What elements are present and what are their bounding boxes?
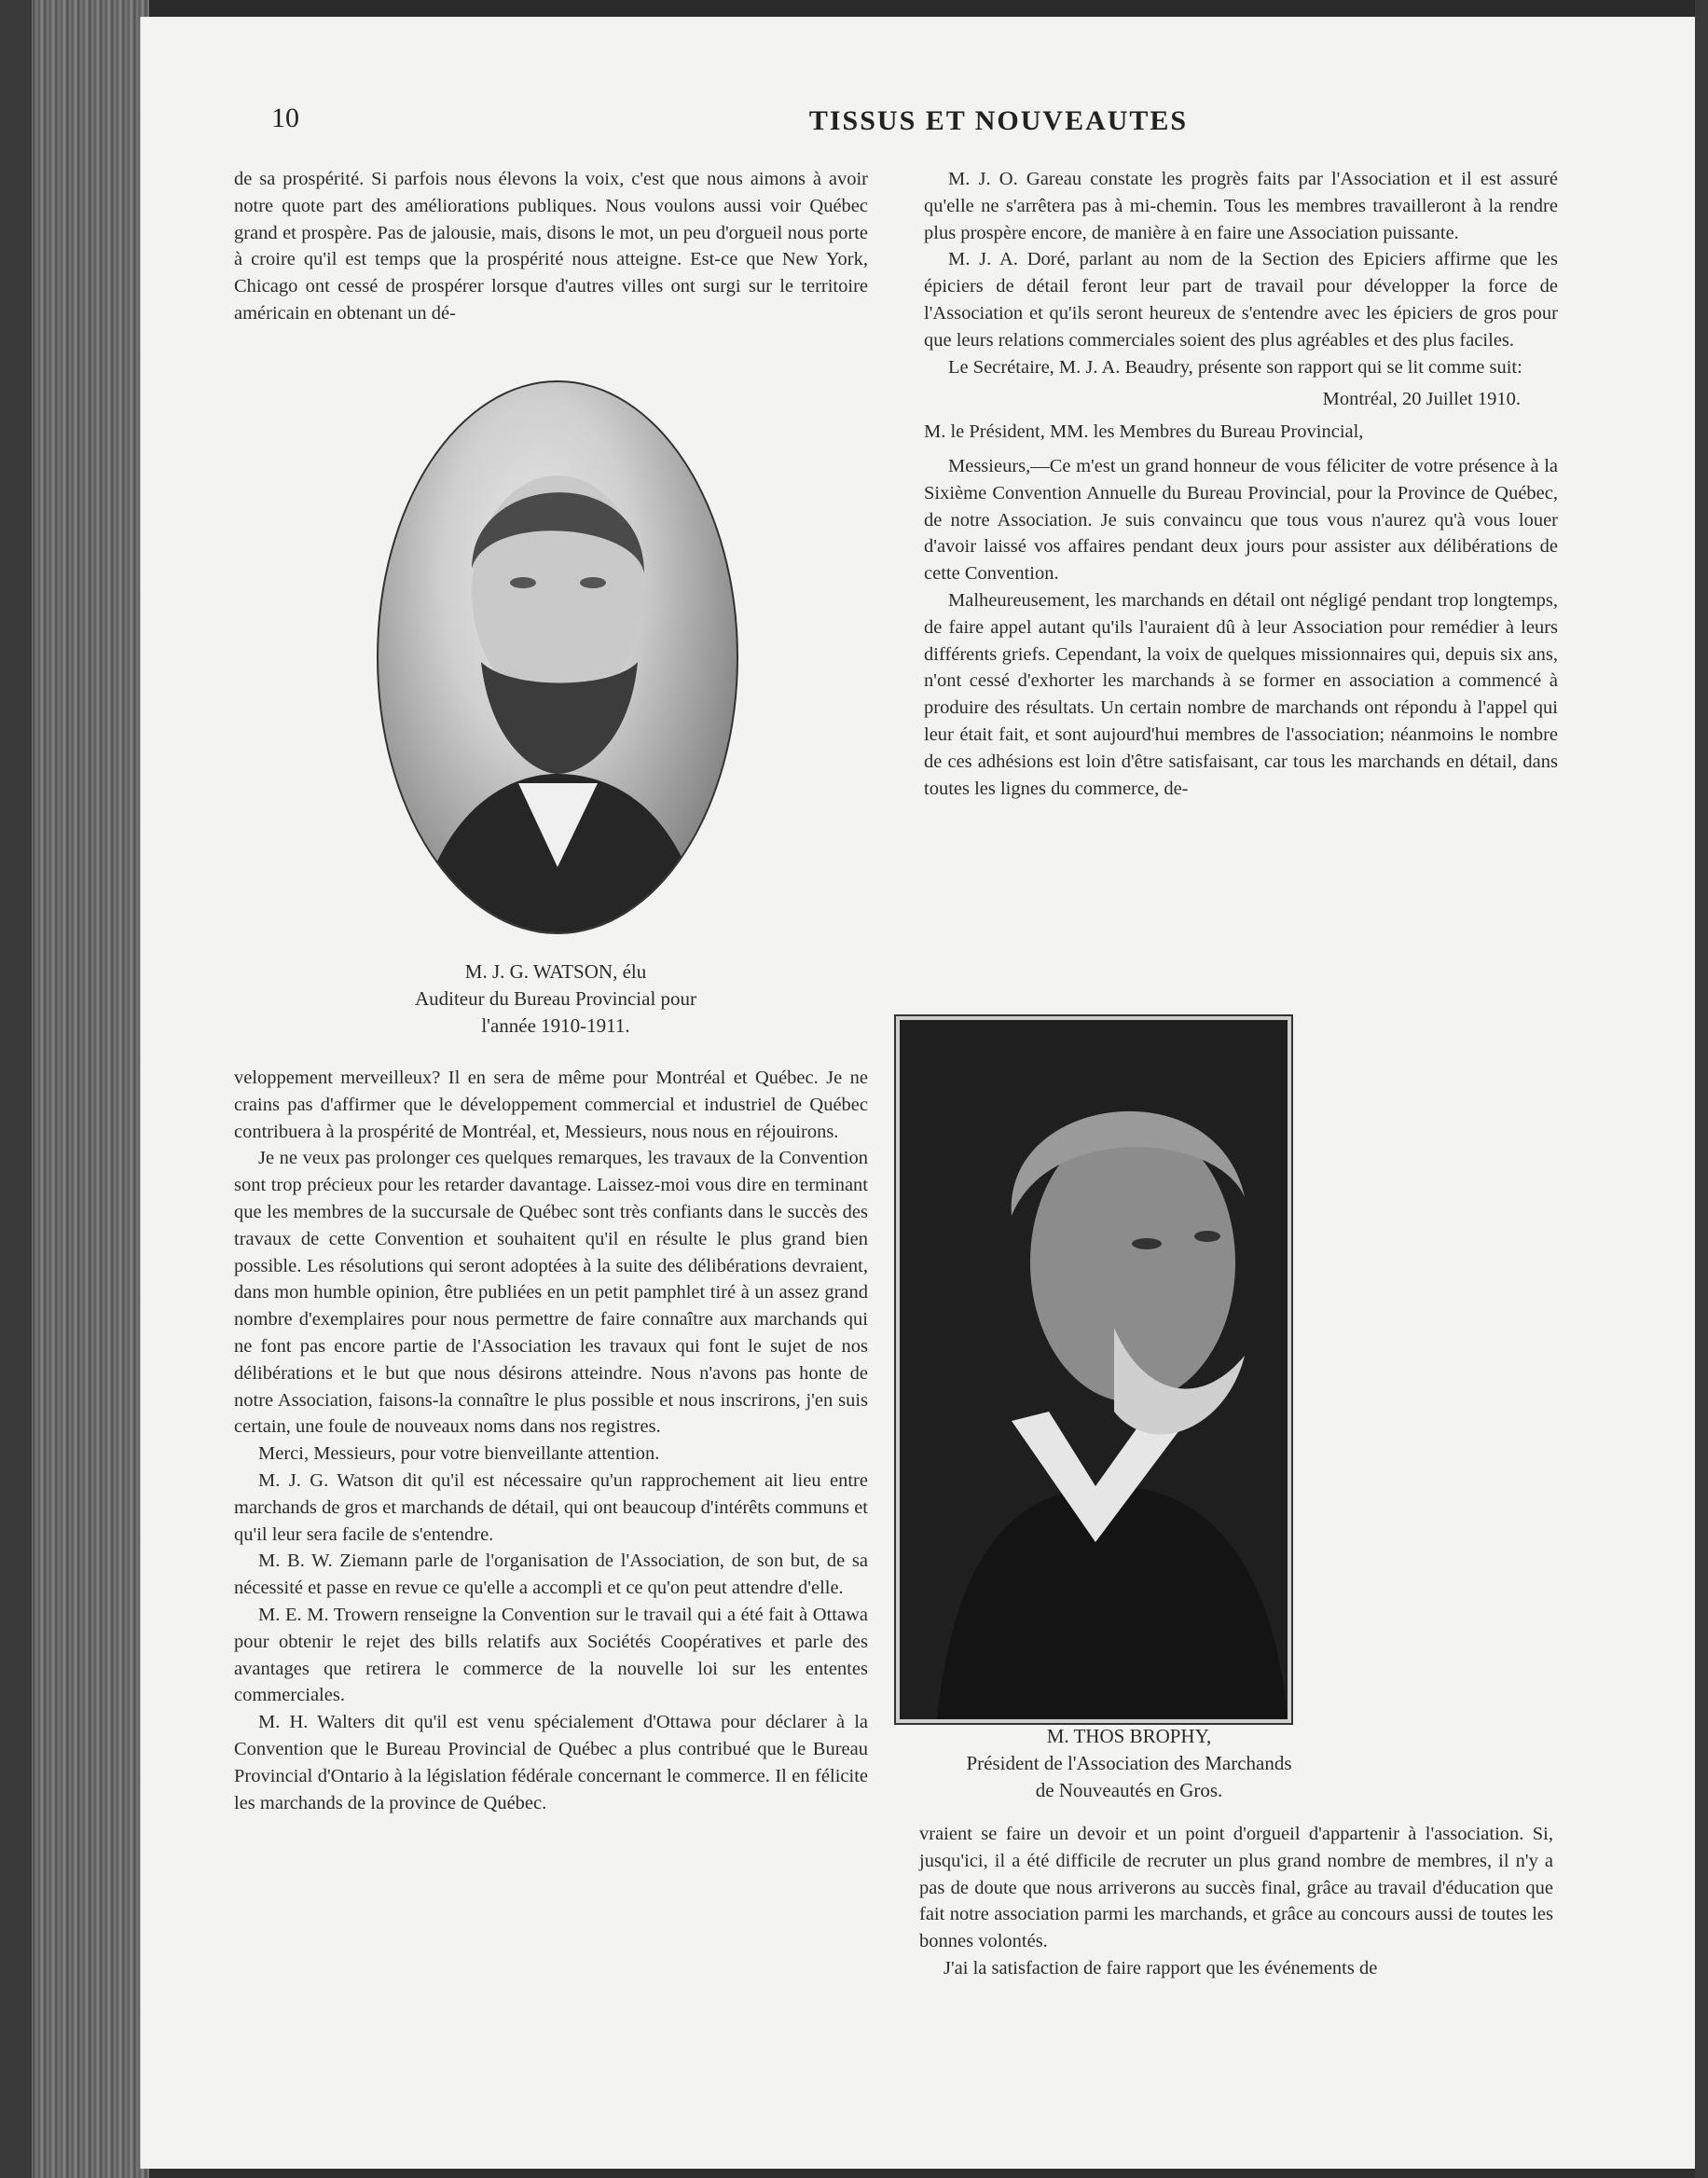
paragraph: M. E. M. Trowern renseigne la Convention sur le travail qui a été fait à Ottawa pour obtenir le rejet des bills relatifs aux Sociétés Coopératives et parle des avantages que retirera le commerce de la nouvelle loi sur les ententes commerciales. [234, 1604, 868, 1706]
watson-portrait [377, 380, 738, 934]
book-binding [0, 0, 32, 2178]
page-number: 10 [271, 103, 299, 133]
paragraph: M. J. G. Watson dit qu'il est nécessaire qu'un rapprochement ait lieu entre marchands de gros et marchands de détail, qui ont beaucoup d'intérêts communs et qu'il leur sera facile de s'entendre. [234, 1469, 868, 1545]
left-column-bottom [234, 1065, 868, 1816]
paragraph: M. H. Walters dit qu'il est venu spécialement d'Ottawa pour déclarer à la Convention que le Bureau Provincial de Québec a plus contribué que le Bureau Provincial d'Ontario à la législation fédérale concernant le commerce. Il en félicite les marchands de la province de Québec. [234, 1712, 868, 1813]
paragraph: M. B. W. Ziemann parle de l'organisation de l'Association, de son but, de sa nécessité et passe en revue ce qu'elle a accompli et ce qu'on peut attendre d'elle. [234, 1551, 868, 1599]
caption-line: M. THOS BROPHY, [1046, 1725, 1212, 1747]
paragraph: vraient se faire un devoir et un point d'orgueil d'appartenir à l'association. Si, jusqu'ici, il a été difficile de recruter un plus grand nombre de membres, il n'y a pas de doute que nous arriverons au succès final, grâce au travail d'éducation que fait notre association parmi les marchands, et grâce au concours aussi de toutes les bonnes volontés. [919, 1824, 1553, 1952]
watson-caption [369, 958, 742, 1040]
paragraph: Le Secrétaire, M. J. A. Beaudry, présente son rapport qui se lit comme suit: [948, 356, 1522, 378]
paragraph: Je ne veux pas prolonger ces quelques remarques, les travaux de la Convention sont trop précieux pour les retarder davantage. Laissez-moi vous dire en terminant que les membres de la succursale de Québec sont très confiants dans le succès des travaux de cette Convention et souhaitent qu'il en résulte le plus grand bien possible. Les résolutions qui seront adoptées à la suite des délibérations devraient, dans mon humble opinion, être publiées en un petit pamphlet tiré à un assez grand nombre d'exemplaires pour nous permettre de faire connaître aux marchands qui ne font pas encore partie de l'Association les travaux qui font le sujet de nos délibérations et le but que nous désirons atteindre. Nous n'avons pas honte de notre Association, faisons-la connaître le plus possible et nous inscrirons, j'en suis certain, une foule de nouveaux noms dans nos registres. [234, 1148, 868, 1438]
caption-line: M. J. G. WATSON, élu [464, 960, 647, 983]
paragraph: Merci, Messieurs, pour votre bienveillante attention. [258, 1443, 660, 1465]
right-column-bottom [919, 1821, 1553, 1982]
paragraph: Messieurs,—Ce m'est un grand honneur de vous féliciter de votre présence à la Sixième Convention Annuelle du Bureau Provincial, pour la Province de Québec, de notre Association. Je suis convaincu que tous vous n'aurez qu'à vous louer d'avoir laissé vos affaires pendant deux jours pour assister aux délibérations de cette Convention. [924, 455, 1558, 585]
brophy-portrait-figure [900, 1020, 1288, 1719]
paragraph: J'ai la satisfaction de faire rapport que les événements de [944, 1957, 1378, 1978]
caption-line: l'année 1910-1911. [481, 1014, 630, 1037]
dateline: Montréal, 20 Juillet 1910. [1322, 389, 1521, 410]
paragraph: M. J. A. Doré, parlant au nom de la Section des Epiciers affirme que les épiciers de détail feront leur part de travail pour développer la force de l'Association et qu'ils seront heureux de s'entendre avec les épiciers de gros pour que leurs relations commerciales soient des plus agréables et des plus faciles. [924, 249, 1558, 351]
paragraph: veloppement merveilleux? Il en sera de même pour Montréal et Québec. Je ne crains pas d'affirmer que le développement commercial et industriel de Québec contribuera à la prospérité de Montréal, et, Messieurs, nous nous en réjouirons. [234, 1068, 868, 1142]
brophy-caption [915, 1723, 1343, 1804]
right-column-top [924, 166, 1558, 802]
scan-top-border [0, 0, 1708, 17]
magazine-page [140, 17, 1700, 2169]
running-title: TISSUS ET NOUVEAUTES [808, 105, 1189, 136]
salutation: M. le Président, MM. les Membres du Bureau Provincial, [924, 421, 1364, 443]
paragraph: Malheureusement, les marchands en détail ont négligé pendant trop longtemps, de faire appel autant qu'ils l'auraient dû à leur Association pour remédier à leurs différents griefs. Cependant, la voix de quelques missionnaires qui, depuis six ans, n'ont cessé d'exhorter les marchands à se former en association a commencé à produire des résultats. Un certain nombre de marchands ont répondu à l'appel qui leur était fait, et sont aujourd'hui membres de l'association; néanmoins le nombre de ces adhésions est loin d'être satisfaisant, car tous les marchands en détail, dans toutes les lignes du commerce, de- [924, 589, 1558, 799]
caption-line: Auditeur du Bureau Provincial pour [414, 987, 697, 1010]
paragraph: de sa prospérité. Si parfois nous élevons la voix, c'est que nous aimons à avoir notre quote part des améliorations publiques. Nous voulons aussi voir Québec grand et prospère. Pas de jalousie, mais, disons le mot, un peu d'orgueil nous porte à croire qu'il est temps que la prospérité nous atteigne. Est-ce que New York, Chicago ont cessé de prospérer lorsque d'autres villes ont surgi sur le territoire américain en obtenant un dé- [234, 169, 868, 324]
caption-line: Président de l'Association des Marchands [966, 1752, 1292, 1774]
brophy-portrait [896, 1016, 1291, 1723]
scan-right-border [1695, 0, 1708, 2178]
left-column-top [234, 166, 868, 327]
watson-portrait-figure [379, 382, 737, 932]
paragraph: M. J. O. Gareau constate les progrès faits par l'Association et il est assuré qu'elle ne s'arrêtera pas à mi-chemin. Tous les membres travailleront à la rendre plus prospère encore, de manière à en faire une Association puissante. [924, 169, 1558, 243]
caption-line: de Nouveautés en Gros. [1035, 1779, 1223, 1801]
